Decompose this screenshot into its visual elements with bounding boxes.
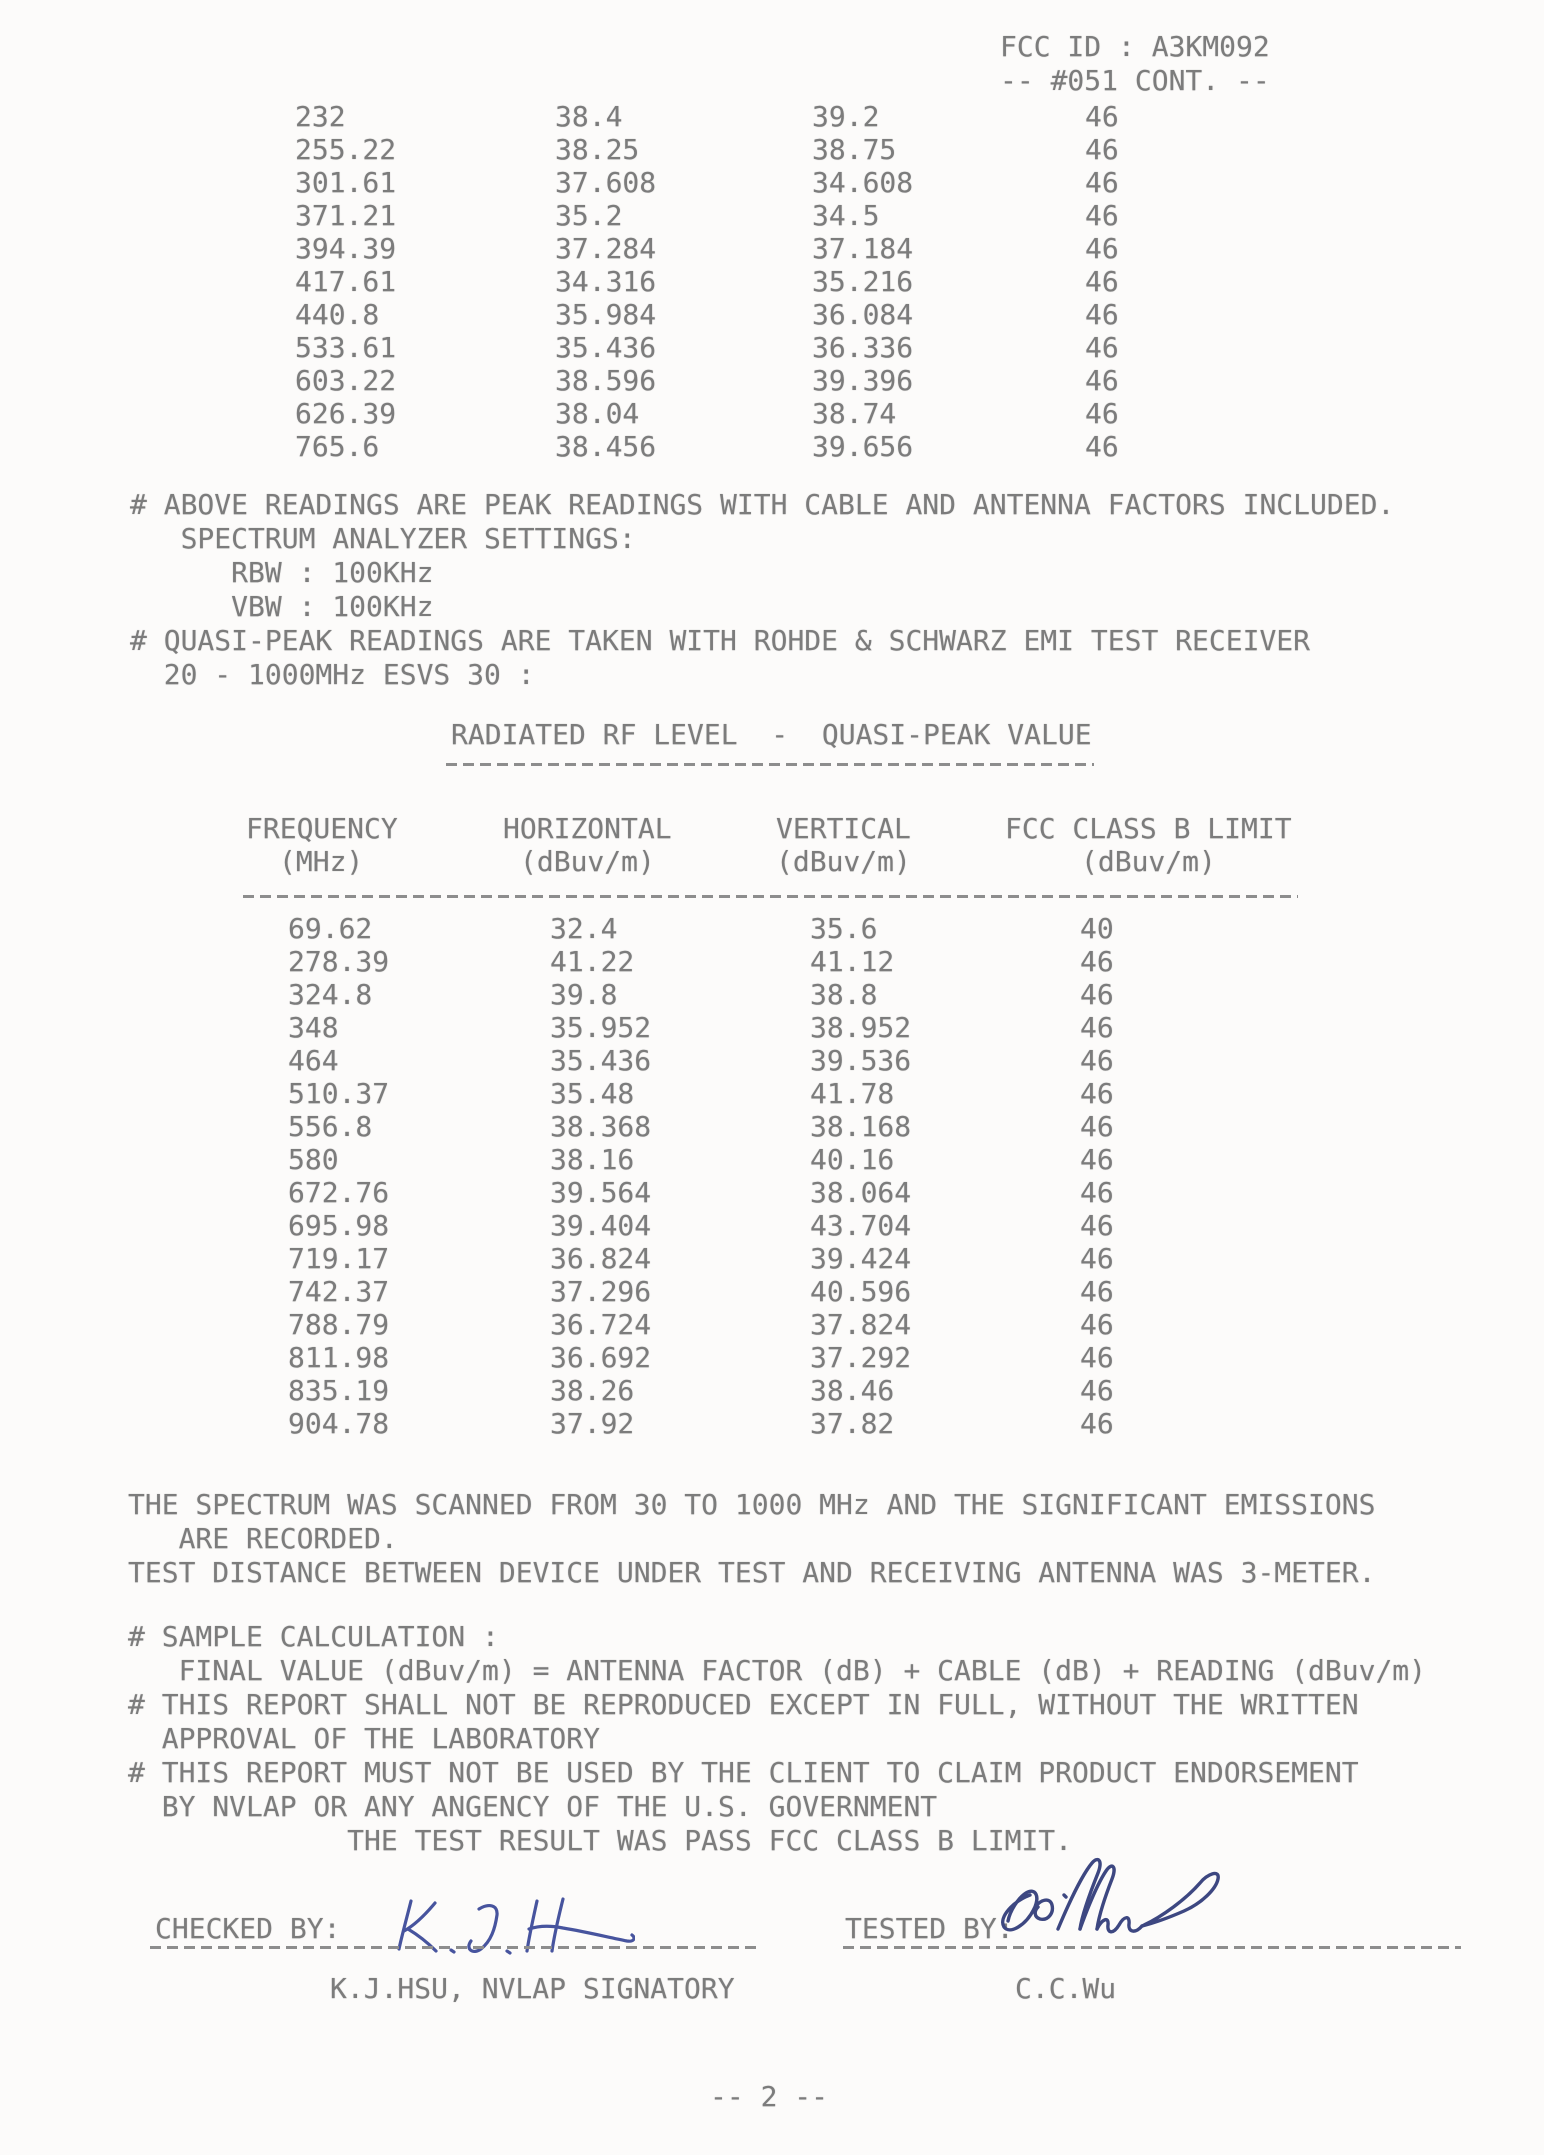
legal-notes [128, 1620, 1426, 1858]
limit-cell: 46 [1085, 331, 1119, 364]
table-row [0, 100, 1544, 133]
horizontal-cell: 37.284 [555, 232, 657, 265]
frequency-cell: 348 [288, 1011, 339, 1044]
frequency-cell: 742.37 [288, 1275, 390, 1308]
vertical-cell: 34.608 [812, 166, 914, 199]
horizontal-cell: 35.48 [550, 1077, 635, 1110]
frequency-cell: 904.78 [288, 1407, 390, 1440]
vertical-cell: 40.16 [810, 1143, 895, 1176]
note-line: THE SPECTRUM WAS SCANNED FROM 30 TO 1000 MHz AND THE SIGNIFICANT EMISSIONS [128, 1488, 1376, 1521]
table-row [0, 199, 1544, 232]
frequency-cell: 603.22 [295, 364, 397, 397]
frequency-cell: 417.61 [295, 265, 397, 298]
column-unit-horizontal: (dBuv/m) [520, 845, 655, 878]
limit-cell: 46 [1080, 1308, 1114, 1341]
frequency-cell: 278.39 [288, 945, 390, 978]
vertical-cell: 39.396 [812, 364, 914, 397]
table-row [0, 1308, 1544, 1341]
limit-cell: 46 [1085, 232, 1119, 265]
horizontal-cell: 34.316 [555, 265, 657, 298]
vertical-cell: 35.216 [812, 265, 914, 298]
quasi-peak-table [0, 912, 1544, 1440]
limit-cell: 46 [1080, 1209, 1114, 1242]
tested-by-line [843, 1946, 1461, 1949]
vertical-cell: 39.656 [812, 430, 914, 463]
horizontal-cell: 38.16 [550, 1143, 635, 1176]
frequency-cell: 719.17 [288, 1242, 390, 1275]
vertical-cell: 34.5 [812, 199, 880, 232]
table-row [0, 265, 1544, 298]
note-line: VBW : 100KHz [130, 590, 434, 623]
note-line: APPROVAL OF THE LABORATORY [128, 1722, 601, 1755]
table-row [0, 430, 1544, 463]
frequency-cell: 672.76 [288, 1176, 390, 1209]
vertical-cell: 38.46 [810, 1374, 895, 1407]
table-row [0, 298, 1544, 331]
column-header-horizontal: HORIZONTAL [503, 812, 672, 845]
limit-cell: 46 [1080, 1407, 1114, 1440]
limit-cell: 46 [1080, 1011, 1114, 1044]
table-row [0, 1110, 1544, 1143]
horizontal-cell: 38.456 [555, 430, 657, 463]
vertical-cell: 37.824 [810, 1308, 912, 1341]
vertical-cell: 38.8 [810, 978, 878, 1011]
vertical-cell: 38.952 [810, 1011, 912, 1044]
frequency-cell: 324.8 [288, 978, 373, 1011]
horizontal-cell: 36.824 [550, 1242, 652, 1275]
limit-cell: 46 [1085, 100, 1119, 133]
tested-by-label: TESTED BY: [845, 1912, 1014, 1945]
limit-cell: 46 [1080, 978, 1114, 1011]
table-row [0, 1011, 1544, 1044]
table-row [0, 1143, 1544, 1176]
limit-cell: 46 [1085, 265, 1119, 298]
section-title: RADIATED RF LEVEL - QUASI-PEAK VALUE [451, 718, 1092, 751]
horizontal-cell: 38.4 [555, 100, 623, 133]
table-row [0, 1242, 1544, 1275]
table-row [0, 1407, 1544, 1440]
horizontal-cell: 38.04 [555, 397, 640, 430]
table-row [0, 945, 1544, 978]
frequency-cell: 765.6 [295, 430, 380, 463]
table-row [0, 912, 1544, 945]
horizontal-cell: 39.564 [550, 1176, 652, 1209]
checked-by-line [150, 1946, 762, 1949]
frequency-cell: 835.19 [288, 1374, 390, 1407]
note-line: # ABOVE READINGS ARE PEAK READINGS WITH CABLE AND ANTENNA FACTORS INCLUDED. [130, 488, 1395, 521]
column-header-limit: FCC CLASS B LIMIT [1005, 812, 1292, 845]
horizontal-cell: 41.22 [550, 945, 635, 978]
note-line: # QUASI-PEAK READINGS ARE TAKEN WITH ROHDE & SCHWARZ EMI TEST RECEIVER [130, 624, 1311, 657]
frequency-cell: 464 [288, 1044, 339, 1077]
horizontal-cell: 36.724 [550, 1308, 652, 1341]
vertical-cell: 39.536 [810, 1044, 912, 1077]
vertical-cell: 41.12 [810, 945, 895, 978]
horizontal-cell: 35.952 [550, 1011, 652, 1044]
vertical-cell: 36.084 [812, 298, 914, 331]
horizontal-cell: 37.296 [550, 1275, 652, 1308]
limit-cell: 46 [1080, 1110, 1114, 1143]
horizontal-cell: 35.436 [550, 1044, 652, 1077]
limit-cell: 46 [1080, 1044, 1114, 1077]
limit-cell: 46 [1085, 133, 1119, 166]
frequency-cell: 394.39 [295, 232, 397, 265]
vertical-cell: 37.292 [810, 1341, 912, 1374]
qp-table-header [0, 812, 1544, 878]
table-row [0, 232, 1544, 265]
frequency-cell: 255.22 [295, 133, 397, 166]
limit-cell: 46 [1080, 1143, 1114, 1176]
table-row [0, 1209, 1544, 1242]
table-row [0, 331, 1544, 364]
horizontal-cell: 39.404 [550, 1209, 652, 1242]
horizontal-cell: 35.2 [555, 199, 623, 232]
vertical-cell: 37.184 [812, 232, 914, 265]
table-row [0, 1176, 1544, 1209]
limit-cell: 46 [1080, 1341, 1114, 1374]
vertical-cell: 38.75 [812, 133, 897, 166]
vertical-cell: 38.064 [810, 1176, 912, 1209]
note-line: # SAMPLE CALCULATION : [128, 1620, 499, 1653]
vertical-cell: 38.168 [810, 1110, 912, 1143]
horizontal-cell: 38.368 [550, 1110, 652, 1143]
vertical-cell: 43.704 [810, 1209, 912, 1242]
checked-by-label: CHECKED BY: [155, 1912, 341, 1945]
frequency-cell: 811.98 [288, 1341, 390, 1374]
limit-cell: 46 [1080, 1275, 1114, 1308]
frequency-cell: 695.98 [288, 1209, 390, 1242]
horizontal-cell: 32.4 [550, 912, 618, 945]
vertical-cell: 38.74 [812, 397, 897, 430]
limit-cell: 46 [1085, 364, 1119, 397]
horizontal-cell: 36.692 [550, 1341, 652, 1374]
table-row [0, 364, 1544, 397]
table-row [0, 133, 1544, 166]
frequency-cell: 371.21 [295, 199, 397, 232]
vertical-cell: 37.82 [810, 1407, 895, 1440]
frequency-cell: 232 [295, 100, 346, 133]
table-row [0, 1275, 1544, 1308]
note-line: ARE RECORDED. [128, 1522, 398, 1555]
note-line: SPECTRUM ANALYZER SETTINGS: [130, 522, 636, 555]
header-separator [243, 895, 1298, 898]
note-line: THE TEST RESULT WAS PASS FCC CLASS B LIMIT. [128, 1824, 1073, 1857]
report-continuation: -- #051 CONT. -- [1000, 64, 1270, 97]
tested-by-signature-image [960, 1855, 1230, 1953]
checked-by-name: K.J.HSU, NVLAP SIGNATORY [330, 1972, 735, 2005]
limit-cell: 46 [1085, 430, 1119, 463]
column-header-frequency: FREQUENCY [246, 812, 398, 845]
note-line: # THIS REPORT SHALL NOT BE REPRODUCED EXCEPT IN FULL, WITHOUT THE WRITTEN [128, 1688, 1359, 1721]
column-unit-vertical: (dBuv/m) [776, 845, 911, 878]
frequency-cell: 301.61 [295, 166, 397, 199]
table-row [0, 1044, 1544, 1077]
horizontal-cell: 35.436 [555, 331, 657, 364]
horizontal-cell: 38.26 [550, 1374, 635, 1407]
vertical-cell: 41.78 [810, 1077, 895, 1110]
title-underline [446, 763, 1094, 766]
frequency-cell: 556.8 [288, 1110, 373, 1143]
limit-cell: 46 [1085, 199, 1119, 232]
note-line: TEST DISTANCE BETWEEN DEVICE UNDER TEST AND RECEIVING ANTENNA WAS 3-METER. [128, 1556, 1376, 1589]
table-row [0, 166, 1544, 199]
vertical-cell: 40.596 [810, 1275, 912, 1308]
limit-cell: 46 [1080, 945, 1114, 978]
limit-cell: 46 [1080, 1242, 1114, 1275]
horizontal-cell: 38.596 [555, 364, 657, 397]
column-header-vertical: VERTICAL [776, 812, 911, 845]
peak-readings-table [0, 100, 1544, 463]
note-line: # THIS REPORT MUST NOT BE USED BY THE CLIENT TO CLAIM PRODUCT ENDORSEMENT [128, 1756, 1359, 1789]
document-header [1000, 30, 1270, 98]
vertical-cell: 35.6 [810, 912, 878, 945]
limit-cell: 46 [1085, 298, 1119, 331]
column-unit-frequency: (MHz) [279, 845, 364, 878]
horizontal-cell: 37.92 [550, 1407, 635, 1440]
tested-by-name: C.C.Wu [1015, 1972, 1117, 2005]
frequency-cell: 510.37 [288, 1077, 390, 1110]
note-line: BY NVLAP OR ANY ANGENCY OF THE U.S. GOVERNMENT [128, 1790, 938, 1823]
frequency-cell: 533.61 [295, 331, 397, 364]
vertical-cell: 39.2 [812, 100, 880, 133]
limit-cell: 46 [1085, 166, 1119, 199]
column-unit-limit: (dBuv/m) [1081, 845, 1216, 878]
frequency-cell: 626.39 [295, 397, 397, 430]
horizontal-cell: 37.608 [555, 166, 657, 199]
note-line: FINAL VALUE (dBuv/m) = ANTENNA FACTOR (dB) + CABLE (dB) + READING (dBuv/m) [128, 1654, 1427, 1687]
frequency-cell: 788.79 [288, 1308, 390, 1341]
limit-cell: 40 [1080, 912, 1114, 945]
frequency-cell: 580 [288, 1143, 339, 1176]
page-number: -- 2 -- [710, 2080, 829, 2113]
peak-notes [130, 488, 1394, 692]
table-row [0, 1077, 1544, 1110]
note-line: RBW : 100KHz [130, 556, 434, 589]
scan-notes [128, 1488, 1375, 1590]
vertical-cell: 36.336 [812, 331, 914, 364]
limit-cell: 46 [1085, 397, 1119, 430]
table-row [0, 1374, 1544, 1407]
horizontal-cell: 38.25 [555, 133, 640, 166]
table-row [0, 1341, 1544, 1374]
fcc-id: FCC ID : A3KM092 [1000, 30, 1270, 63]
horizontal-cell: 35.984 [555, 298, 657, 331]
note-line: 20 - 1000MHz ESVS 30 : [130, 658, 535, 691]
limit-cell: 46 [1080, 1176, 1114, 1209]
horizontal-cell: 39.8 [550, 978, 618, 1011]
table-row [0, 978, 1544, 1011]
frequency-cell: 69.62 [288, 912, 373, 945]
limit-cell: 46 [1080, 1374, 1114, 1407]
frequency-cell: 440.8 [295, 298, 380, 331]
vertical-cell: 39.424 [810, 1242, 912, 1275]
limit-cell: 46 [1080, 1077, 1114, 1110]
table-row [0, 397, 1544, 430]
